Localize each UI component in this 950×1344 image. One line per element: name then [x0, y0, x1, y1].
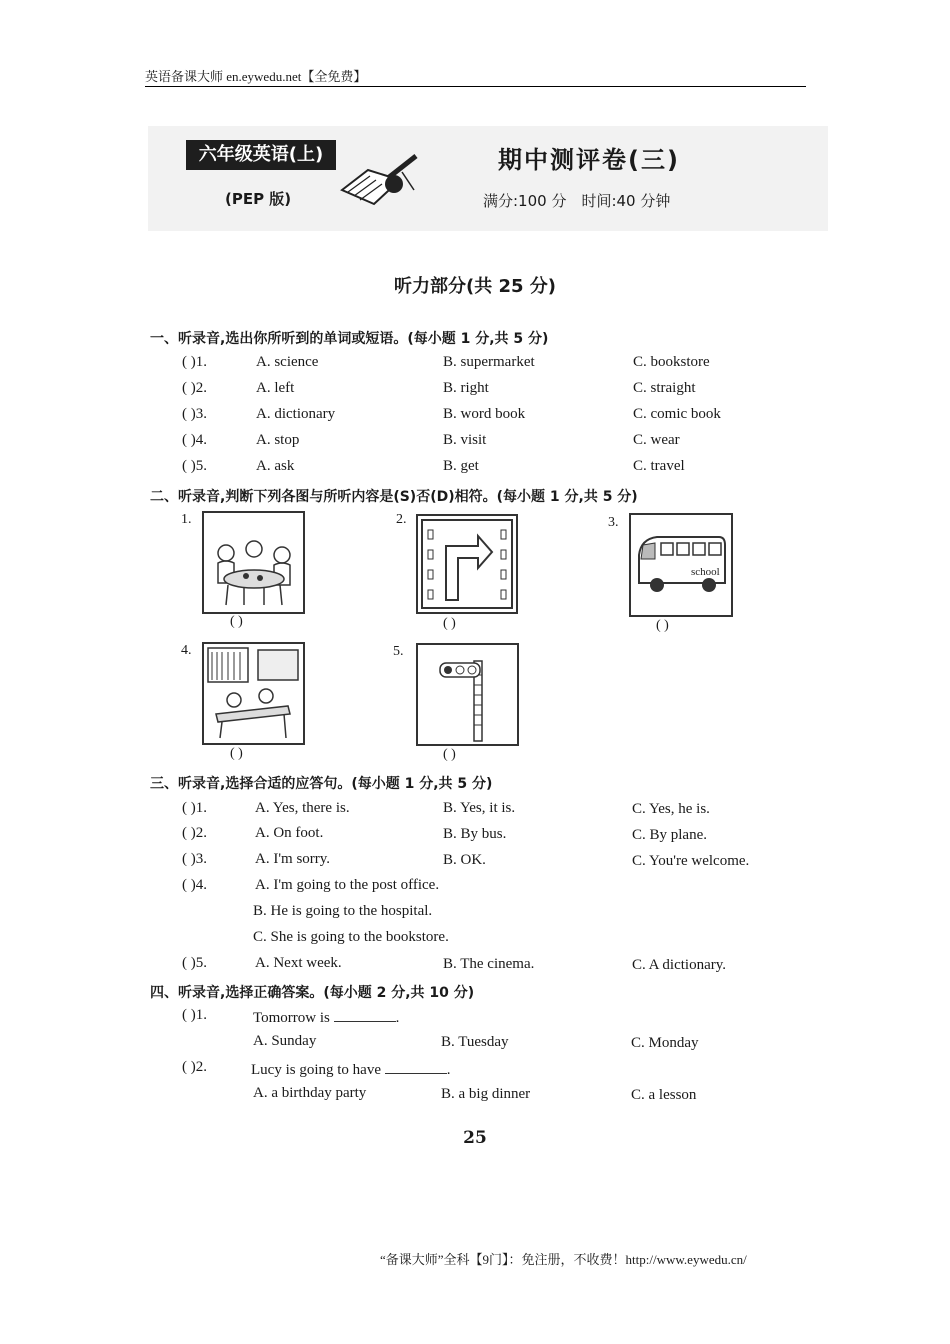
option-c: C. comic book — [633, 406, 721, 422]
picture-number: 4. — [181, 643, 192, 658]
question-number: ( )4. — [182, 432, 207, 448]
option-b: B. supermarket — [443, 354, 535, 370]
edition-label: (PEP 版) — [225, 190, 292, 208]
stem-end: . — [395, 1010, 400, 1026]
option-c: C. You're welcome. — [632, 853, 750, 869]
answer-paren[interactable]: ( ) — [230, 614, 243, 629]
option-a: A. dictionary — [256, 406, 336, 422]
option-c: C. straight — [633, 380, 696, 396]
school-bus-illustration — [631, 515, 731, 615]
question-number: ( )2. — [182, 380, 207, 396]
option-b: B. The cinema. — [443, 956, 535, 972]
option-b: B. right — [443, 380, 489, 396]
answer-paren[interactable]: ( ) — [230, 746, 243, 761]
question-number: ( )2. — [182, 1059, 207, 1075]
option-c: C. travel — [633, 458, 685, 474]
question-number: ( )2. — [182, 825, 207, 841]
bus-sign-text: school — [691, 566, 720, 578]
section-title: 听力部分(共 25 分) — [393, 276, 557, 297]
option-b: B. visit — [443, 432, 487, 448]
question-number: ( )4. — [182, 877, 207, 893]
page-number: 25 — [463, 1128, 487, 1148]
picture-number: 5. — [393, 644, 404, 659]
option-a: A. left — [256, 380, 295, 396]
header-divider — [145, 86, 806, 87]
question-number: ( )3. — [182, 851, 207, 867]
option-a: A. Next week. — [255, 955, 342, 971]
question-number: ( )1. — [182, 354, 207, 370]
answer-paren[interactable]: ( ) — [656, 618, 669, 633]
option-a: A. ask — [256, 458, 295, 474]
book-pen-icon — [338, 150, 424, 212]
traffic-light-icon — [418, 645, 517, 744]
option-a: A. a birthday party — [253, 1085, 367, 1101]
stem-text: Lucy is going to have — [251, 1062, 381, 1078]
answer-blank[interactable] — [334, 1007, 396, 1022]
option-c: C. bookstore — [633, 354, 710, 370]
picture-number: 1. — [181, 512, 192, 527]
score-info: 满分:100 分 时间:40 分钟 — [483, 192, 671, 210]
question-stem — [251, 1059, 450, 1079]
option-c: C. She is going to the bookstore. — [253, 929, 449, 945]
option-a: A. Sunday — [253, 1033, 317, 1049]
footer-text: “备课大师”全科【9门】：免注册，不收费！http://www.eywedu.cn/ — [380, 1252, 747, 1267]
family-dinner-illustration — [204, 513, 303, 612]
option-c: C. A dictionary. — [632, 957, 727, 973]
question-number: ( )1. — [182, 1007, 207, 1023]
picture-traffic-light — [416, 643, 519, 746]
option-c: C. wear — [633, 432, 680, 448]
part4-heading: 四、听录音,选择正确答案。(每小题 2 分,共 10 分) — [150, 985, 475, 1001]
option-b: B. He is going to the hospital. — [253, 903, 433, 919]
option-c: C. a lesson — [631, 1087, 697, 1103]
picture-turn-right-sign — [416, 514, 518, 614]
question-number: ( )5. — [182, 955, 207, 971]
site-header: 英语备课大师 en.eywedu.net【全免费】 — [145, 69, 367, 84]
picture-number: 2. — [396, 512, 407, 527]
question-number: ( )3. — [182, 406, 207, 422]
option-a: A. On foot. — [255, 825, 324, 841]
part3-heading: 三、听录音,选择合适的应答句。(每小题 1 分,共 5 分) — [150, 776, 493, 792]
picture-library — [202, 642, 305, 745]
answer-paren[interactable]: ( ) — [443, 747, 456, 762]
question-number: ( )1. — [182, 800, 207, 816]
option-c: C. Monday — [631, 1035, 699, 1051]
turn-right-arrow-icon — [418, 516, 516, 612]
library-illustration — [204, 644, 303, 743]
option-a: A. science — [256, 354, 319, 370]
question-number: ( )5. — [182, 458, 207, 474]
grade-label: 六年级英语(上) — [186, 140, 336, 170]
stem-text: Tomorrow is — [253, 1010, 330, 1026]
question-stem — [253, 1007, 399, 1027]
exam-title: 期中测评卷(三) — [498, 146, 680, 174]
picture-school-bus — [629, 513, 733, 617]
answer-paren[interactable]: ( ) — [443, 616, 456, 631]
option-b: B. Yes, it is. — [443, 800, 516, 816]
part2-heading: 二、听录音,判断下列各图与所听内容是(S)否(D)相符。(每小题 1 分,共 5 分) — [150, 489, 638, 505]
picture-number: 3. — [608, 515, 619, 530]
option-b: B. OK. — [443, 852, 486, 868]
option-a: A. stop — [256, 432, 300, 448]
option-a: A. I'm going to the post office. — [255, 877, 440, 893]
stem-end: . — [446, 1062, 451, 1078]
option-a: A. I'm sorry. — [255, 851, 331, 867]
part1-heading: 一、听录音,选出你所听到的单词或短语。(每小题 1 分,共 5 分) — [150, 331, 549, 347]
answer-blank[interactable] — [385, 1059, 447, 1074]
option-b: B. word book — [443, 406, 526, 422]
option-b: B. By bus. — [443, 826, 507, 842]
option-b: B. a big dinner — [441, 1086, 531, 1102]
option-c: C. Yes, he is. — [632, 801, 710, 817]
option-b: B. Tuesday — [441, 1034, 509, 1050]
option-c: C. By plane. — [632, 827, 707, 843]
option-b: B. get — [443, 458, 479, 474]
picture-family-dinner — [202, 511, 305, 614]
option-a: A. Yes, there is. — [255, 800, 350, 816]
